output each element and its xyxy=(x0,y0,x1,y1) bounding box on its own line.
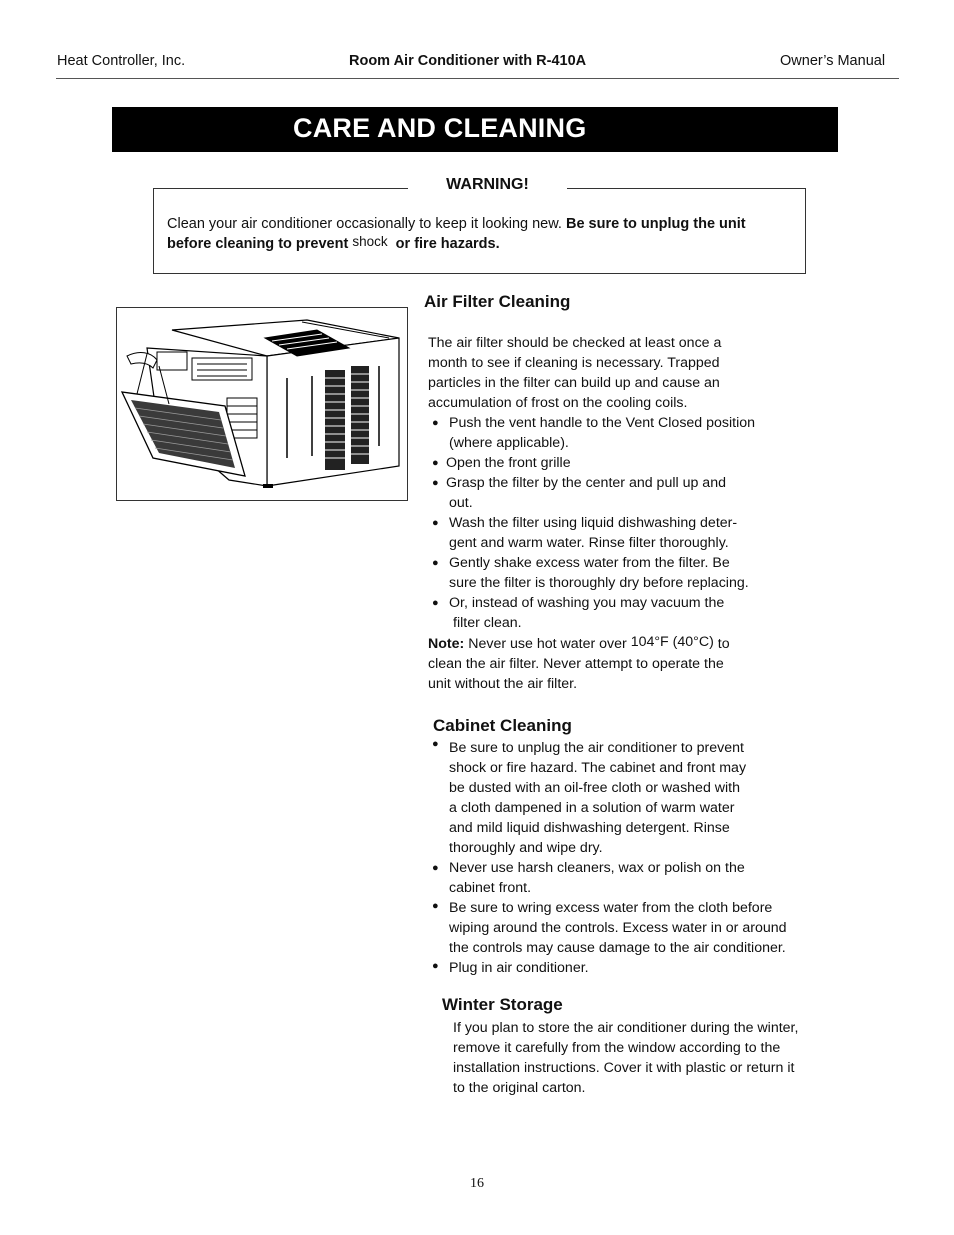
bullet-line: Never use harsh cleaners, wax or polish on the xyxy=(449,860,745,876)
air-filter-heading: Air Filter Cleaning xyxy=(424,292,571,311)
header-company: Heat Controller, Inc. xyxy=(57,53,186,69)
bullet-line: Be sure to unplug the air conditioner to prevent xyxy=(449,740,744,756)
winter-line: remove it carefully from the window according to the xyxy=(453,1040,781,1056)
bullet-text xyxy=(446,473,726,513)
header-rule xyxy=(56,78,899,79)
bullet-dot: ● xyxy=(432,457,439,469)
bullet-line: a cloth dampened in a solution of warm water xyxy=(449,800,735,816)
bullet-line: Or, instead of washing you may vacuum the xyxy=(449,595,725,611)
bullet-dot: ● xyxy=(432,597,439,609)
bullet-line: (where applicable). xyxy=(449,435,569,451)
winter-heading: Winter Storage xyxy=(442,995,563,1014)
warning-text xyxy=(167,214,797,254)
section-banner xyxy=(112,107,838,152)
bullet-line: filter clean. xyxy=(453,615,522,631)
bullet-line: thoroughly and wipe dry. xyxy=(449,840,603,856)
warning-text-bold-2: before cleaning to prevent xyxy=(167,236,349,252)
bullet-line: cabinet front. xyxy=(449,880,532,896)
note-text: Never use hot water over xyxy=(468,636,627,652)
bullet-line: and mild liquid dishwashing detergent. Rinse xyxy=(449,820,730,836)
bullet-dot: ● xyxy=(432,960,439,972)
bullet-line: shock or fire hazard. The cabinet and front may xyxy=(449,760,747,776)
bullet-dot: ● xyxy=(432,477,439,489)
warning-text-bold-1: Be sure to unplug the unit xyxy=(565,216,746,232)
ac-illustration-frame xyxy=(116,307,408,501)
bullet-text xyxy=(449,898,787,958)
bullet-text xyxy=(449,958,589,978)
air-filter-note xyxy=(428,634,788,694)
bullet-line: wiping around the controls. Excess water in or around xyxy=(449,920,787,936)
note-line: clean the air filter. Never attempt to operate the xyxy=(428,656,724,672)
winter-line: If you plan to store the air conditioner during the winter, xyxy=(453,1020,799,1036)
warning-text-shock: shock xyxy=(352,234,388,249)
intro-line: month to see if cleaning is necessary. Trapped xyxy=(428,355,720,371)
intro-line: particles in the filter can build up and cause an xyxy=(428,375,720,391)
bullet-dot: ● xyxy=(432,900,439,912)
bullet-line: Grasp the filter by the center and pull up and xyxy=(446,475,726,491)
page-title: CARE AND CLEANING xyxy=(293,113,587,143)
bullet-dot: ● xyxy=(432,557,439,569)
note-temperature: 104°F (40°C) xyxy=(630,634,714,650)
bullet-line: Wash the filter using liquid dishwashing deter- xyxy=(449,515,738,531)
winter-line: installation instructions. Cover it with plastic or return it xyxy=(453,1060,795,1076)
bullet-dot: ● xyxy=(432,862,439,874)
bullet-text xyxy=(446,453,571,473)
air-filter-intro xyxy=(428,333,788,413)
bullet-dot: ● xyxy=(432,517,439,529)
warning-title: WARNING! xyxy=(408,176,567,194)
bullet-line: the controls may cause damage to the air conditioner. xyxy=(449,940,786,956)
bullet-line: out. xyxy=(449,495,473,511)
intro-line: accumulation of frost on the cooling coils. xyxy=(428,395,688,411)
bullet-text xyxy=(449,593,724,633)
warning-text-bold-3: or fire hazards. xyxy=(395,236,500,252)
bullet-dot: ● xyxy=(432,738,439,750)
bullet-line: Gently shake excess water from the filter. Be xyxy=(449,555,730,571)
bullet-text xyxy=(449,858,745,898)
bullet-line: Be sure to wring excess water from the cloth before xyxy=(449,900,773,916)
note-line: unit without the air filter. xyxy=(428,676,578,692)
note-label: Note: xyxy=(428,636,465,652)
warning-text-plain: Clean your air conditioner occasionally to keep it looking new. xyxy=(167,216,566,232)
bullet-line: gent and warm water. Rinse filter thoroughly. xyxy=(449,535,729,551)
bullet-line: Push the vent handle to the Vent Closed position xyxy=(449,415,756,431)
header-title: Room Air Conditioner with R-410A xyxy=(349,53,587,69)
winter-line: to the original carton. xyxy=(453,1080,586,1096)
note-text: to xyxy=(717,636,730,652)
winter-text xyxy=(453,1018,833,1098)
bullet-text xyxy=(449,553,749,593)
bullet-text xyxy=(449,513,737,553)
bullet-line: Plug in air conditioner. xyxy=(449,960,589,976)
header-manual: Owner’s Manual xyxy=(780,53,886,69)
bullet-dot: ● xyxy=(432,417,439,429)
bullet-line: Open the front grille xyxy=(446,455,571,471)
air-conditioner-illustration xyxy=(117,308,407,500)
bullet-text xyxy=(449,413,755,453)
bullet-line: sure the filter is thoroughly dry before replacing. xyxy=(449,575,749,591)
page-number: 16 xyxy=(470,1176,484,1191)
bullet-line: be dusted with an oil-free cloth or washed with xyxy=(449,780,741,796)
cabinet-heading: Cabinet Cleaning xyxy=(433,716,572,735)
intro-line: The air filter should be checked at least once a xyxy=(428,335,722,351)
bullet-text xyxy=(449,738,746,858)
